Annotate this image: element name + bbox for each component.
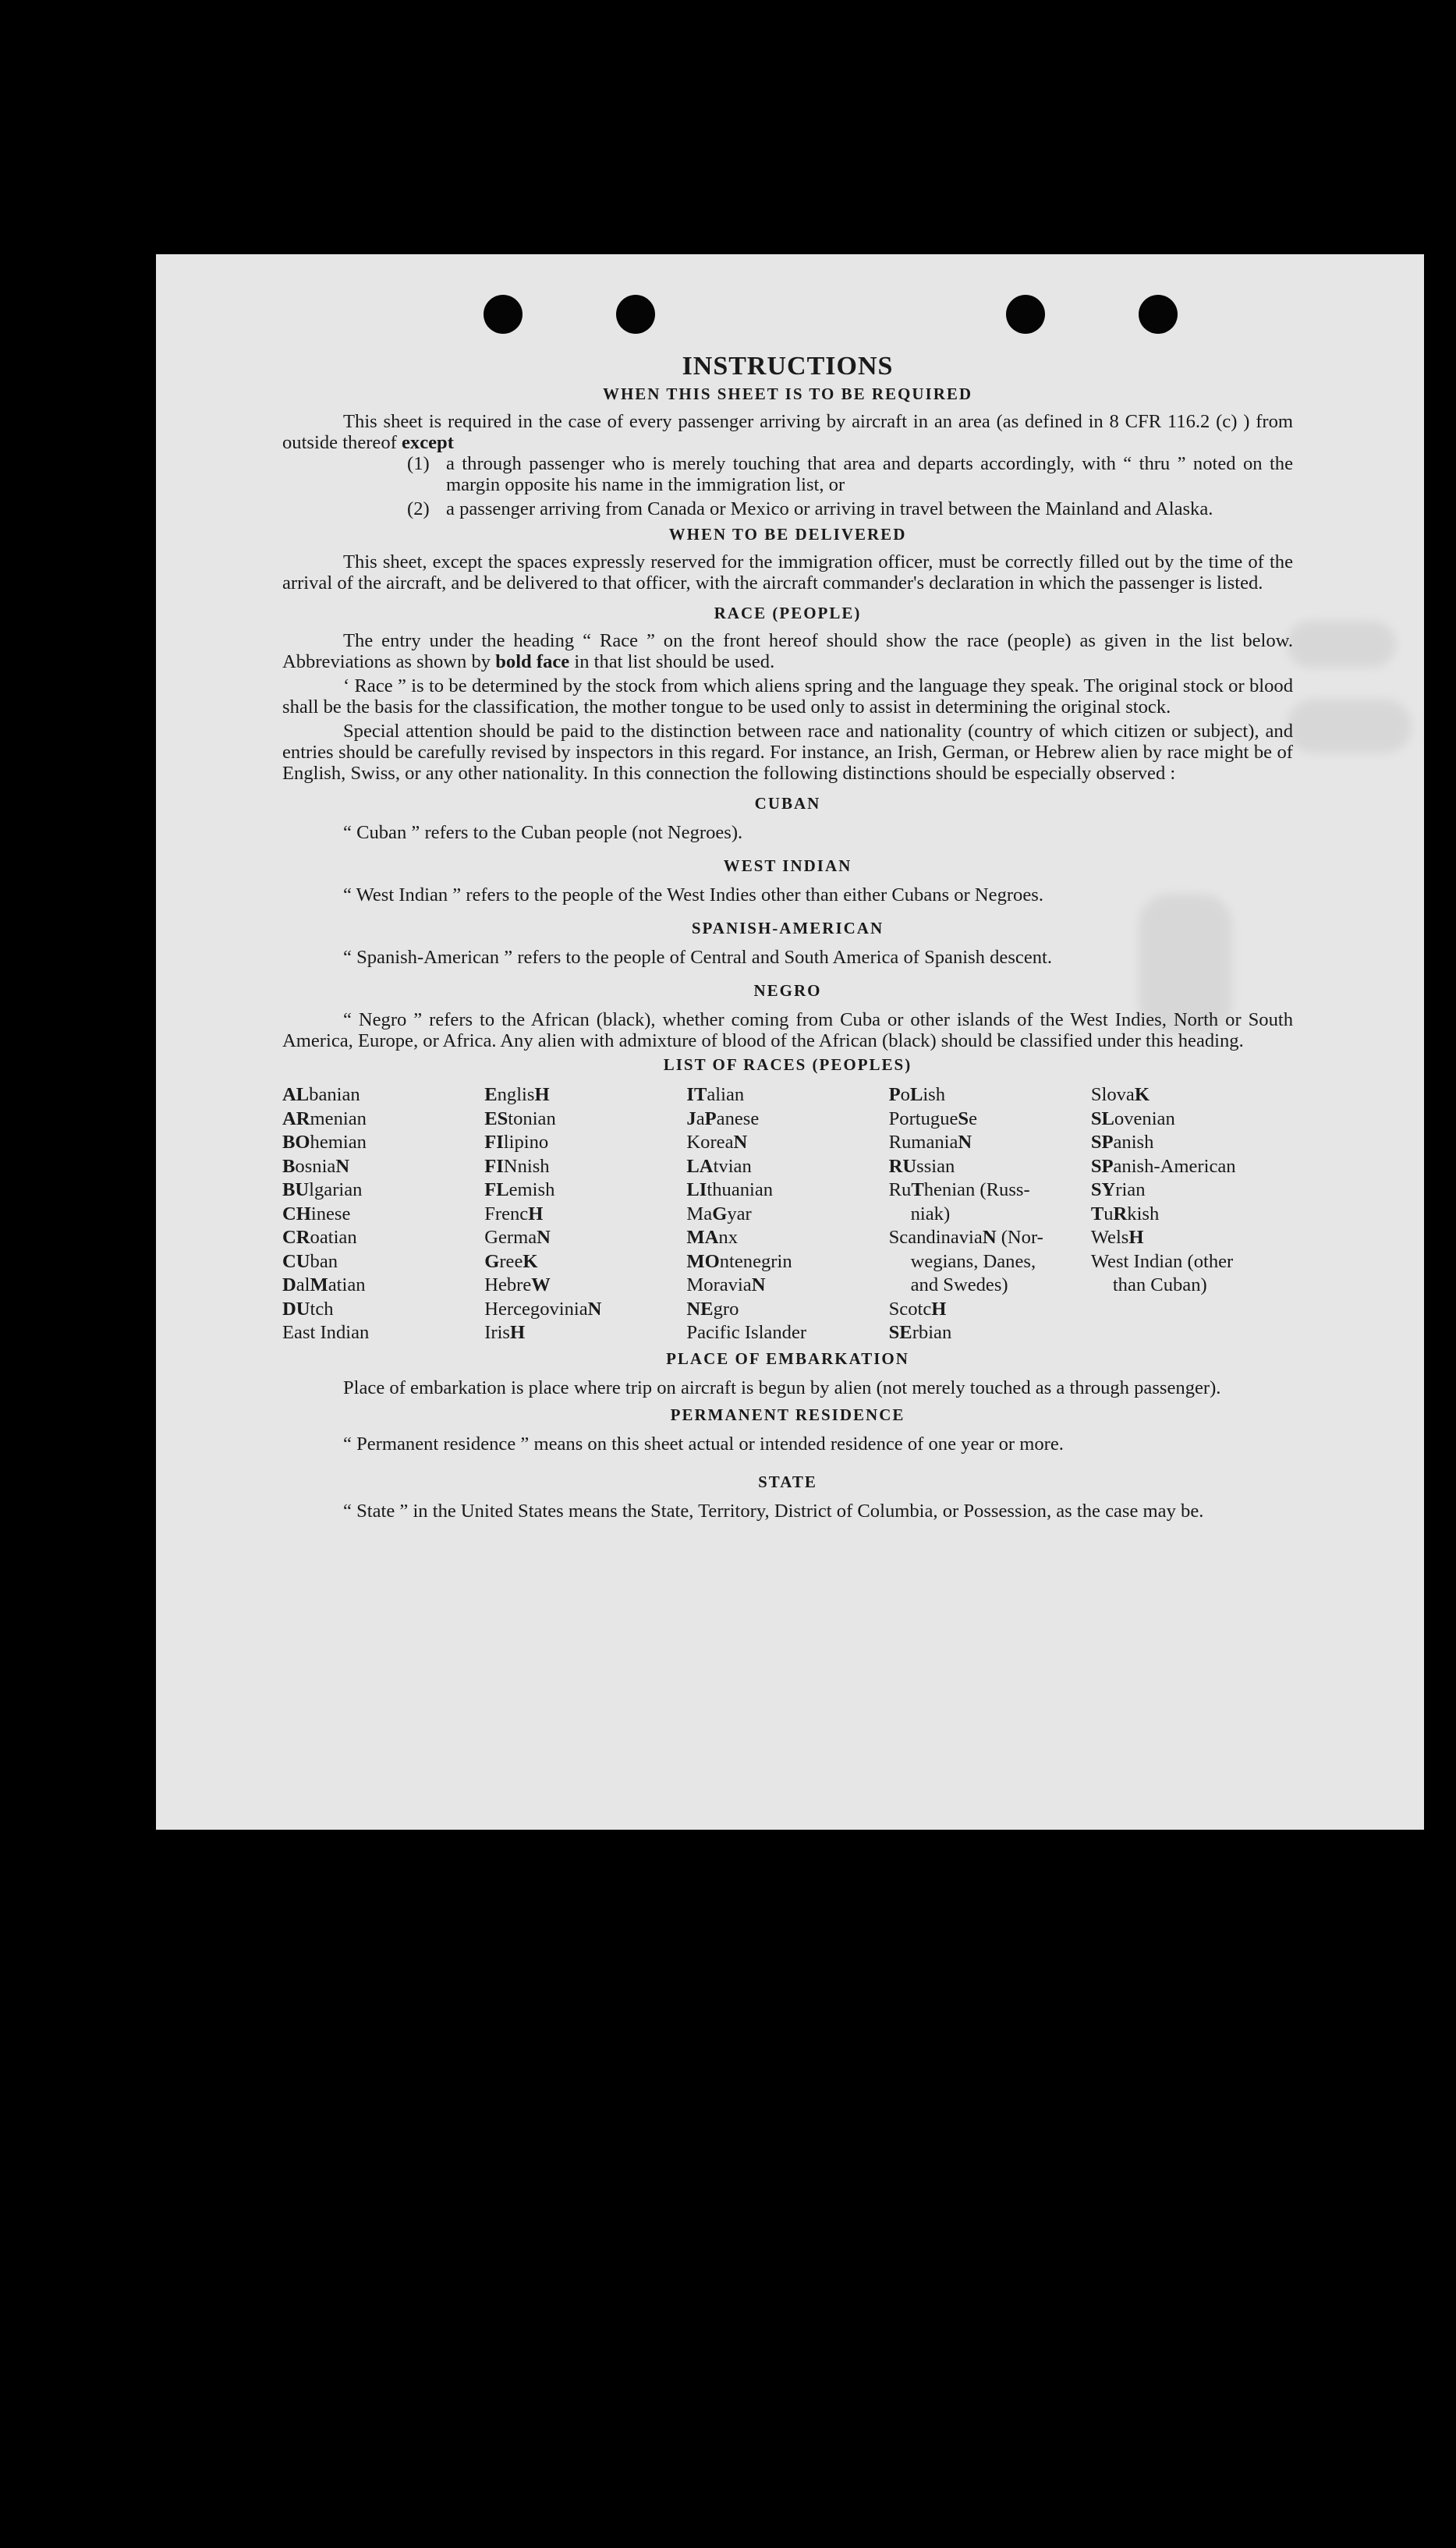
paragraph-text: in that list should be used. (574, 651, 775, 672)
race-text: gro (713, 1298, 739, 1320)
item-number: (2) (407, 498, 430, 519)
race-abbreviation: H (1128, 1227, 1144, 1248)
race-abbreviation: N (587, 1298, 602, 1320)
race-entry (889, 1131, 1091, 1155)
race-abbreviation: MA (686, 1227, 719, 1248)
section-heading: PLACE OF EMBARKATION (666, 1348, 909, 1368)
race-entry (1091, 1203, 1293, 1227)
race-abbreviation: T (911, 1179, 924, 1200)
race-column (1091, 1083, 1293, 1345)
race-abbreviation: SP (1090, 1155, 1114, 1177)
race-abbreviation: N (958, 1132, 972, 1153)
race-text: u (1104, 1203, 1114, 1224)
section-heading: CUBAN (754, 794, 821, 813)
race-text: tvian (713, 1155, 752, 1177)
race-text: Pacific Islander (686, 1322, 807, 1343)
paragraph: “ State ” in the United States means the State, Territory, District of Columbia, or Possession, as the case may be. (343, 1500, 1204, 1522)
race-text: ntenegrin (719, 1250, 792, 1272)
race-entry (484, 1155, 686, 1179)
paragraph: “ West Indian ” refers to the people of the West Indies other than either Cubans or Negroes. (343, 884, 1043, 905)
race-text: anish (1113, 1132, 1154, 1153)
race-entry (686, 1203, 888, 1227)
race-text: East Indian (282, 1322, 370, 1343)
race-entry (686, 1155, 888, 1179)
race-abbreviation: SL (1090, 1107, 1114, 1129)
race-entry (484, 1250, 686, 1274)
paragraph: Special attention should be paid to the distinction between race and nationality (country of which citizen or subject), and entries should be carefully revised by inspectors in this regard. For instance, an Irish, German, or Hebrew alien by race might be of English, Swiss, or any other nationality. In this connection the following distinctions should be especially observed : (282, 721, 1293, 784)
race-column (484, 1083, 686, 1345)
race-entry (686, 1274, 888, 1298)
race-text: than Cuban) (1112, 1274, 1207, 1295)
race-entry (686, 1083, 888, 1107)
race-text: West Indian (other (1090, 1250, 1234, 1272)
race-text: Korea (686, 1132, 734, 1153)
race-text: Germa (484, 1227, 537, 1248)
race-abbreviation: G (484, 1250, 500, 1272)
race-abbreviation: M (310, 1274, 328, 1295)
race-abbreviation: R (1113, 1203, 1128, 1224)
race-text: inese (310, 1203, 351, 1224)
race-text: N (503, 1155, 518, 1177)
race-abbreviation: J (686, 1107, 696, 1129)
race-text: atian (328, 1274, 366, 1295)
race-abbreviation: S (958, 1107, 969, 1129)
race-text: menian (310, 1107, 367, 1129)
race-entry (484, 1107, 686, 1132)
race-abbreviation: E (484, 1084, 498, 1105)
race-abbreviation: SE (888, 1322, 912, 1343)
ink-smudge (1287, 621, 1396, 668)
race-text: hemian (310, 1132, 367, 1153)
race-entry (889, 1178, 1091, 1203)
race-entry (484, 1274, 686, 1298)
race-abbreviation: G (712, 1203, 728, 1224)
paragraph: “ Cuban ” refers to the Cuban people (not Negroes). (343, 822, 743, 843)
race-entry (282, 1203, 484, 1227)
section-heading: PERMANENT RESIDENCE (670, 1405, 905, 1424)
race-abbreviation: LA (686, 1155, 714, 1177)
section-heading: STATE (758, 1472, 817, 1491)
race-entry (484, 1203, 686, 1227)
race-entry (484, 1131, 686, 1155)
paragraph (282, 411, 1293, 453)
race-abbreviation: RU (888, 1155, 917, 1177)
list-item (407, 498, 1293, 519)
race-entry (686, 1250, 888, 1274)
bold-text: bold face (495, 651, 570, 672)
paragraph: ‘ Race ” is to be determined by the stock from which aliens spring and the language they speak. The original stock or blood shall be the basis for the classification, the mother tongue to be used only to assist in determining the original stock. (282, 675, 1293, 718)
race-text: ban (310, 1250, 338, 1272)
race-entry (282, 1083, 484, 1107)
race-abbreviation: D (282, 1274, 296, 1295)
document-sheet (156, 254, 1424, 1830)
section-heading: WHEN TO BE DELIVERED (668, 525, 907, 544)
race-abbreviation: CR (282, 1227, 310, 1248)
race-text: anese (716, 1107, 760, 1129)
race-abbreviation: H (931, 1298, 947, 1320)
section-heading: RACE (PEOPLE) (714, 604, 862, 622)
race-text: Frenc (484, 1203, 529, 1224)
race-abbreviation: FI (484, 1132, 504, 1153)
race-entry (889, 1321, 1091, 1345)
race-text: and Swedes) (910, 1274, 1008, 1295)
race-text: e (969, 1107, 978, 1129)
item-text: a passenger arriving from Canada or Mexico or arriving in travel between the Mainland and Alaska. (446, 498, 1213, 519)
race-entry (1091, 1226, 1293, 1250)
race-entry (1091, 1250, 1293, 1274)
punch-hole (484, 295, 523, 334)
race-entry (282, 1226, 484, 1250)
race-abbreviation: K (1134, 1084, 1150, 1105)
section-heading: NEGRO (753, 981, 822, 1000)
race-text: ree (499, 1250, 523, 1272)
section-heading: SPANISH-AMERICAN (691, 919, 884, 937)
paragraph-text: This sheet is required in the case of every passenger arriving by aircraft in an area (as defined in 8 CFR 116.2 (c) ) from outside thereof (282, 411, 1293, 453)
race-abbreviation: BO (282, 1132, 310, 1153)
race-abbreviation: H (510, 1322, 526, 1343)
race-entry (484, 1298, 686, 1322)
race-abbreviation: CH (282, 1203, 311, 1224)
race-entry (686, 1178, 888, 1203)
race-entry (686, 1131, 888, 1155)
race-abbreviation: N (335, 1155, 350, 1177)
race-entry (686, 1226, 888, 1250)
race-text: tch (310, 1298, 334, 1320)
race-entry (889, 1298, 1091, 1322)
race-text: alian (707, 1084, 745, 1105)
race-list (282, 1083, 1293, 1345)
race-text: Ma (686, 1203, 713, 1224)
race-abbreviation: T (1090, 1203, 1104, 1224)
race-abbreviation: SY (1090, 1179, 1116, 1200)
race-abbreviation: P (888, 1084, 901, 1105)
race-text: rian (1115, 1179, 1146, 1200)
punch-hole (1006, 295, 1045, 334)
race-text: Hercegovinia (484, 1298, 588, 1320)
race-abbreviation: H (528, 1203, 544, 1224)
race-abbreviation: N (982, 1227, 997, 1248)
race-text: a (696, 1107, 705, 1129)
race-abbreviation: AR (282, 1107, 310, 1129)
race-abbreviation: P (704, 1107, 717, 1129)
race-text: o (900, 1084, 910, 1105)
race-entry (889, 1274, 1091, 1298)
race-text: nx (718, 1227, 738, 1248)
race-text: tonian (508, 1107, 556, 1129)
paragraph (282, 630, 1293, 672)
race-text: oatian (310, 1227, 357, 1248)
race-text: anish-American (1113, 1155, 1236, 1177)
race-entry (484, 1226, 686, 1250)
race-text: banian (309, 1084, 360, 1105)
race-text: lgarian (309, 1179, 363, 1200)
list-item (407, 453, 1293, 495)
race-entry (282, 1131, 484, 1155)
race-text: Scandinavia (888, 1227, 983, 1248)
race-abbreviation: AL (282, 1084, 310, 1105)
race-text: ssian (916, 1155, 955, 1177)
paragraph: Place of embarkation is place where trip on aircraft is begun by alien (not merely touched as a through passenger). (343, 1377, 1221, 1398)
race-text: osnia (295, 1155, 336, 1177)
instructions-text (282, 351, 1293, 1522)
section-heading: LIST OF RACES (PEOPLES) (663, 1055, 912, 1074)
race-column (282, 1083, 484, 1345)
race-abbreviation: LI (686, 1179, 707, 1200)
race-entry (889, 1203, 1091, 1227)
paragraph: “ Negro ” refers to the African (black), whether coming from Cuba or other islands of the West Indies, North or South America, Europe, or Africa. Any alien with admixture of blood of the African (black) should be classified under this heading. (282, 1009, 1293, 1051)
race-entry (282, 1155, 484, 1179)
race-entry (889, 1107, 1091, 1132)
punch-hole (616, 295, 655, 334)
race-entry (1091, 1155, 1293, 1179)
race-text: Scotc (888, 1298, 932, 1320)
page-title: INSTRUCTIONS (682, 352, 894, 381)
race-abbreviation: FL (484, 1179, 509, 1200)
bold-text: except (402, 432, 454, 453)
race-abbreviation: MO (686, 1250, 720, 1272)
race-abbreviation: BU (282, 1179, 310, 1200)
race-text: Slova (1090, 1084, 1135, 1105)
race-text: lipino (503, 1132, 549, 1153)
race-text: nglis (497, 1084, 535, 1105)
race-entry (484, 1321, 686, 1345)
race-entry (1091, 1107, 1293, 1132)
race-abbreviation: L (909, 1084, 923, 1105)
race-entry (889, 1226, 1091, 1250)
race-entry (686, 1107, 888, 1132)
race-entry (282, 1298, 484, 1322)
race-text: Portugue (888, 1107, 958, 1129)
race-text: Iris (484, 1322, 510, 1343)
race-abbreviation: DU (282, 1298, 310, 1320)
race-text: kish (1127, 1203, 1160, 1224)
paragraph: “ Spanish-American ” refers to the people of Central and South America of Spanish descent. (343, 947, 1053, 968)
race-text: al (296, 1274, 310, 1295)
race-abbreviation: N (733, 1132, 748, 1153)
item-text: a through passenger who is merely touching that area and departs accordingly, with “ thru ” noted on the margin opposite his name in the immigration list, or (446, 453, 1293, 495)
race-abbreviation: B (282, 1155, 296, 1177)
race-entry (889, 1155, 1091, 1179)
race-abbreviation: W (531, 1274, 551, 1295)
race-abbreviation: K (523, 1250, 538, 1272)
race-text: nish (517, 1155, 550, 1177)
race-abbreviation: FI (484, 1155, 504, 1177)
race-entry (282, 1250, 484, 1274)
race-abbreviation: NE (686, 1298, 714, 1320)
race-entry (282, 1321, 484, 1345)
paragraph: This sheet, except the spaces expressly reserved for the immigration officer, must be correctly filled out by the time of the arrival of the aircraft, and be delivered to that officer, with the aircraft commander's declaration in which the passenger is listed. (282, 551, 1293, 594)
race-text: Rumania (888, 1132, 958, 1153)
item-number: (1) (407, 453, 430, 474)
section-heading: WHEN THIS SHEET IS TO BE REQUIRED (602, 385, 973, 403)
race-entry (484, 1178, 686, 1203)
race-text: Hebre (484, 1274, 532, 1295)
race-column (889, 1083, 1091, 1345)
section-heading: WEST INDIAN (723, 856, 852, 875)
race-text: Wels (1090, 1227, 1129, 1248)
race-entry (1091, 1274, 1293, 1298)
race-text: rbian (912, 1322, 952, 1343)
race-entry (889, 1250, 1091, 1274)
race-text: yar (727, 1203, 752, 1224)
paragraph-text: The entry under the heading “ Race ” on the front hereof should show the race (people) as given in the list below. Abbreviations as shown by (282, 630, 1293, 672)
race-entry (1091, 1083, 1293, 1107)
race-abbreviation: N (537, 1227, 551, 1248)
race-abbreviation: H (534, 1084, 550, 1105)
race-text: Moravia (686, 1274, 752, 1295)
race-entry (1091, 1178, 1293, 1203)
race-entry (889, 1083, 1091, 1107)
race-entry (282, 1274, 484, 1298)
paragraph: “ Permanent residence ” means on this sheet actual or intended residence of one year or more. (343, 1433, 1064, 1455)
race-abbreviation: SP (1090, 1132, 1114, 1153)
race-text: thuanian (707, 1179, 774, 1200)
race-text: emish (508, 1179, 555, 1200)
race-entry (484, 1083, 686, 1107)
race-entry (1091, 1131, 1293, 1155)
race-abbreviation: ES (484, 1107, 508, 1129)
ink-smudge (1287, 699, 1412, 753)
race-text: Ru (888, 1179, 912, 1200)
race-text: ovenian (1114, 1107, 1175, 1129)
race-text: niak) (910, 1203, 951, 1224)
race-abbreviation: IT (686, 1084, 707, 1105)
race-text: (Nor- (996, 1227, 1043, 1248)
race-column (686, 1083, 888, 1345)
race-entry (686, 1298, 888, 1322)
punch-hole (1139, 295, 1178, 334)
race-text: wegians, Danes, (910, 1250, 1036, 1272)
race-text: ish (923, 1084, 946, 1105)
race-abbreviation: CU (282, 1250, 310, 1272)
race-entry (282, 1107, 484, 1132)
race-text: henian (Russ- (923, 1179, 1030, 1200)
race-entry (282, 1178, 484, 1203)
race-entry (686, 1321, 888, 1345)
race-abbreviation: N (751, 1274, 766, 1295)
